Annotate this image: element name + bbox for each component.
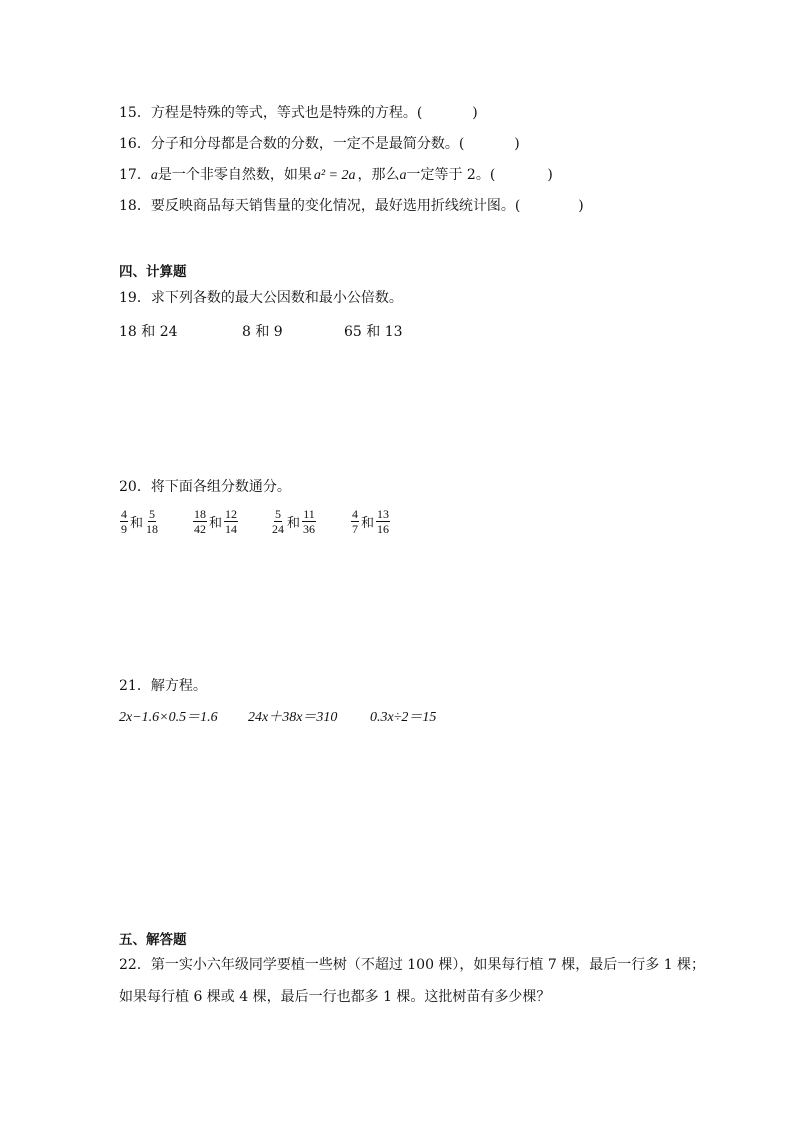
q19-pair-2: 8 和 9: [242, 324, 283, 340]
q21-equation-1: 2x−1.6×0.5＝1.6: [119, 710, 218, 725]
q21-equation-2: 24x＋38x＝310: [248, 710, 338, 725]
fraction: $\frac{13}{16}$: [377, 507, 390, 536]
question-19: 19．求下列各数的最大公因数和最小公倍数。: [119, 290, 403, 306]
fraction: $\frac{12}{14}$: [225, 507, 238, 536]
question-21: 21．解方程。: [119, 678, 207, 694]
q20-group-1: $\frac{4}{9}$ 和 $\frac{5}{18}$: [121, 507, 159, 536]
fraction: $\frac{4}{9}$: [121, 507, 127, 536]
q19-pair-3: 65 和 13: [344, 324, 403, 340]
fraction: $\frac{4}{7}$: [352, 507, 358, 536]
fraction: $\frac{5}{18}$: [146, 507, 159, 536]
q20-group-2: $\frac{18}{42}$ 和 $\frac{12}{14}$: [194, 507, 238, 536]
q21-equation-3: 0.3x÷2＝15: [370, 710, 437, 725]
question-17: 17．a是一个非零自然数，如果 a² = 2a ，那么a一定等于 2。( ): [119, 167, 553, 183]
fraction: $\frac{11}{36}$: [303, 507, 316, 536]
section-5-title: 五、解答题: [119, 932, 187, 948]
question-22-line-1: 22．第一实小六年级同学要植一些树（不超过 100 棵），如果每行植 7 棵，最后一行多 1 棵；: [119, 957, 706, 973]
fraction: $\frac{5}{24}$: [272, 507, 284, 536]
q19-pair-1: 18 和 24: [119, 324, 178, 340]
question-16: 16．分子和分母都是合数的分数，一定不是最简分数。( ): [119, 136, 520, 152]
section-4-title: 四、计算题: [119, 264, 187, 280]
question-22-line-2: 如果每行植 6 棵或 4 棵，最后一行也都多 1 棵。这批树苗有多少棵？: [119, 989, 551, 1005]
question-18: 18．要反映商品每天销售量的变化情况，最好选用折线统计图。( ): [119, 198, 584, 214]
q20-group-3: $\frac{5}{24}$ 和 $\frac{11}{36}$: [272, 507, 316, 536]
fraction: $\frac{18}{42}$: [194, 507, 206, 536]
q20-group-4: $\frac{4}{7}$ 和 $\frac{13}{16}$: [352, 507, 390, 536]
question-15: 15．方程是特殊的等式，等式也是特殊的方程。( ): [119, 105, 478, 121]
question-20: 20．将下面各组分数通分。: [119, 479, 291, 495]
equation-a-squared: a² = 2a: [313, 168, 356, 183]
